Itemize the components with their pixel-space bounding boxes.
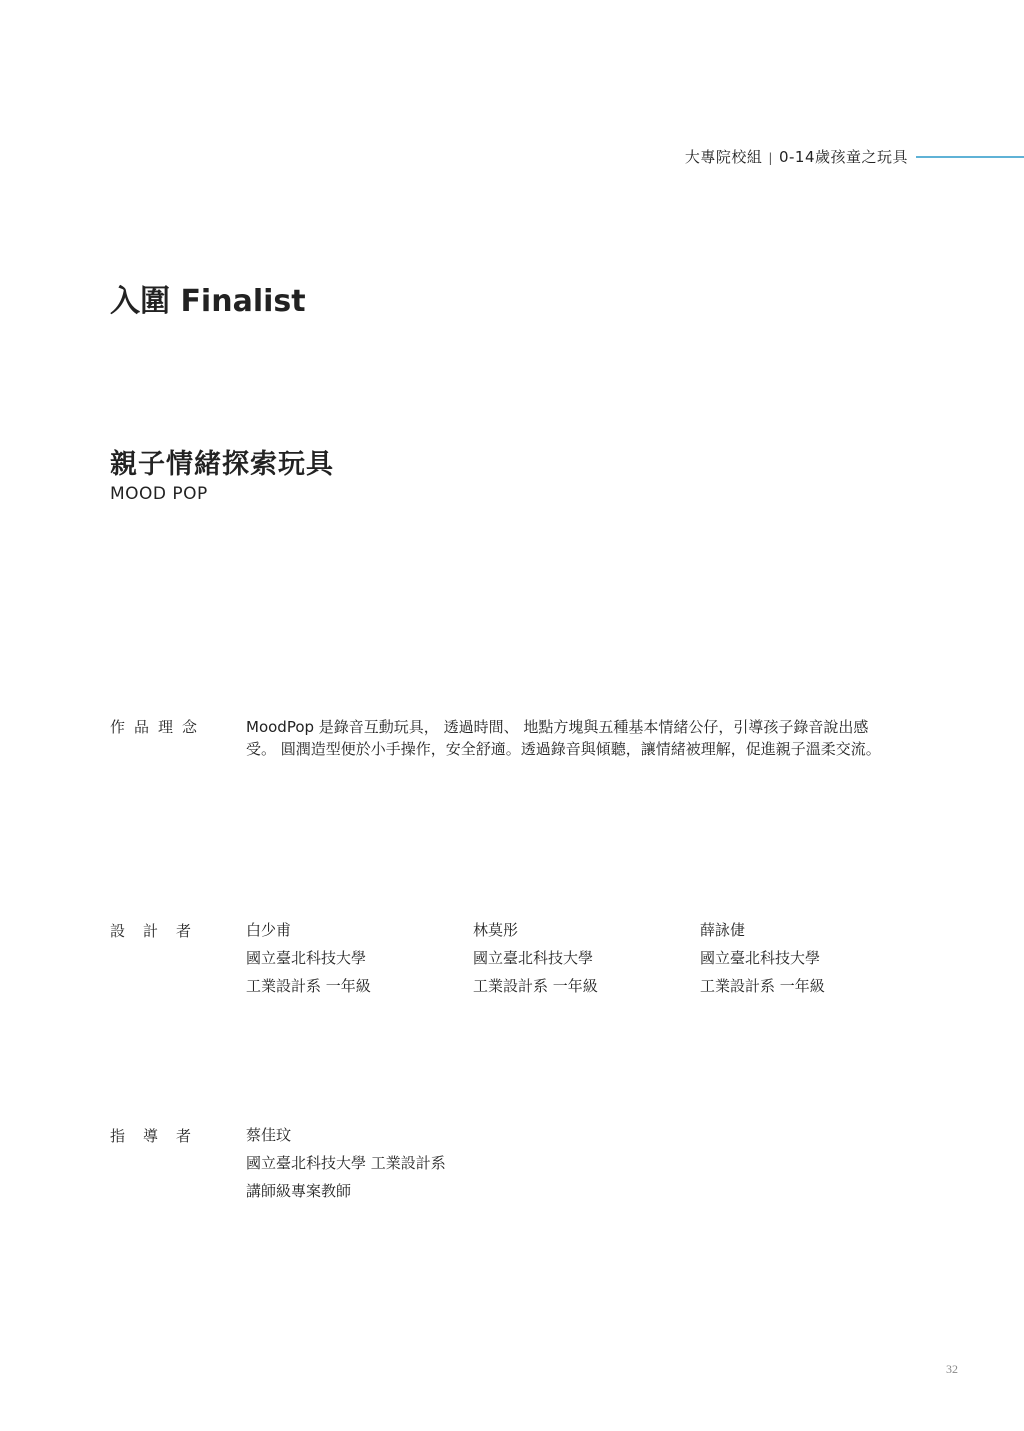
designer-dept: 工業設計系 一年級 [246, 977, 371, 995]
designers-label: 設計者 [110, 922, 210, 940]
designer-school: 國立臺北科技大學 [473, 949, 594, 967]
concept-text: MoodPop 是錄音互動玩具， 透過時間、 地點方塊與五種基本情緒公仔，引導孩子錄音說出感受。 圓潤造型便於小手操作，安全舒適。透過錄音與傾聽，讓情緒被理解，促進親子溫柔交流。 [246, 718, 881, 758]
designer-name: 薛詠倢 [700, 921, 746, 939]
advisor [246, 1121, 446, 1205]
header-category [685, 146, 908, 167]
designer-2 [473, 916, 598, 1000]
header-accent-line [916, 156, 1024, 158]
designer-1 [246, 916, 371, 1000]
project-title-en: MOOD POP [110, 484, 208, 504]
designer-dept: 工業設計系 一年級 [700, 977, 825, 995]
page-number: 32 [946, 1362, 958, 1376]
category-separator: | [768, 151, 773, 165]
advisor-name: 蔡佳玟 [246, 1126, 292, 1144]
designer-name: 林莫彤 [473, 921, 519, 939]
designer-name: 白少甫 [246, 921, 292, 939]
category-label: 大專院校組 [684, 148, 763, 166]
advisor-label: 指導者 [110, 1127, 210, 1145]
designer-dept: 工業設計系 一年級 [473, 977, 598, 995]
designer-school: 國立臺北科技大學 [246, 949, 367, 967]
subcategory-label: 0-14歲孩童之玩具 [778, 148, 908, 166]
project-title-zh: 親子情緒探索玩具 [110, 449, 334, 480]
award-title: 入圍 Finalist [110, 284, 306, 319]
concept-label: 作品理念 [110, 718, 207, 736]
designer-school: 國立臺北科技大學 [700, 949, 821, 967]
advisor-school-dept: 國立臺北科技大學 工業設計系 [246, 1154, 446, 1172]
advisor-title: 講師級專案教師 [246, 1182, 352, 1200]
designer-3 [700, 916, 825, 1000]
